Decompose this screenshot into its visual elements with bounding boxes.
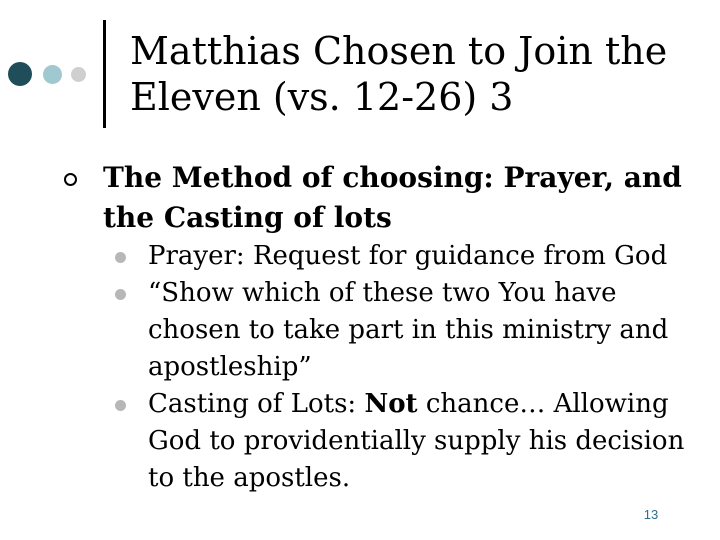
sub-point-text: Prayer: Request for guidance from God	[148, 241, 668, 271]
sub-point-text: “Show which of these two You have chosen to take part in this ministry and apostleship”	[148, 278, 669, 382]
decorative-dots	[8, 62, 98, 86]
sub-point	[115, 238, 705, 275]
main-point: The Method of choosing: Prayer, and the Casting of lots	[103, 161, 682, 234]
slide-title: Matthias Chosen to Join the Eleven (vs. 12-26) 3	[130, 29, 668, 119]
sub-point	[115, 275, 705, 386]
bullet-dot-icon	[115, 289, 126, 300]
sub-point-text-before: Casting of Lots:	[148, 389, 365, 419]
emphasis-not: Not	[364, 389, 418, 419]
title-divider	[103, 20, 106, 128]
dot-gray-icon	[71, 67, 86, 82]
bullet-dot-icon	[115, 252, 126, 263]
slide-number: 13	[643, 507, 659, 522]
sub-point	[115, 386, 705, 497]
dot-dark-icon	[8, 62, 32, 86]
sub-point-list	[115, 238, 705, 497]
dot-teal-icon	[43, 65, 62, 84]
bullet-dot-icon	[115, 400, 126, 411]
hollow-circle-bullet-icon	[64, 173, 77, 186]
sub-point-text-after: chance… Allowing God to providentially supply his decision to the apostles.	[148, 389, 685, 493]
